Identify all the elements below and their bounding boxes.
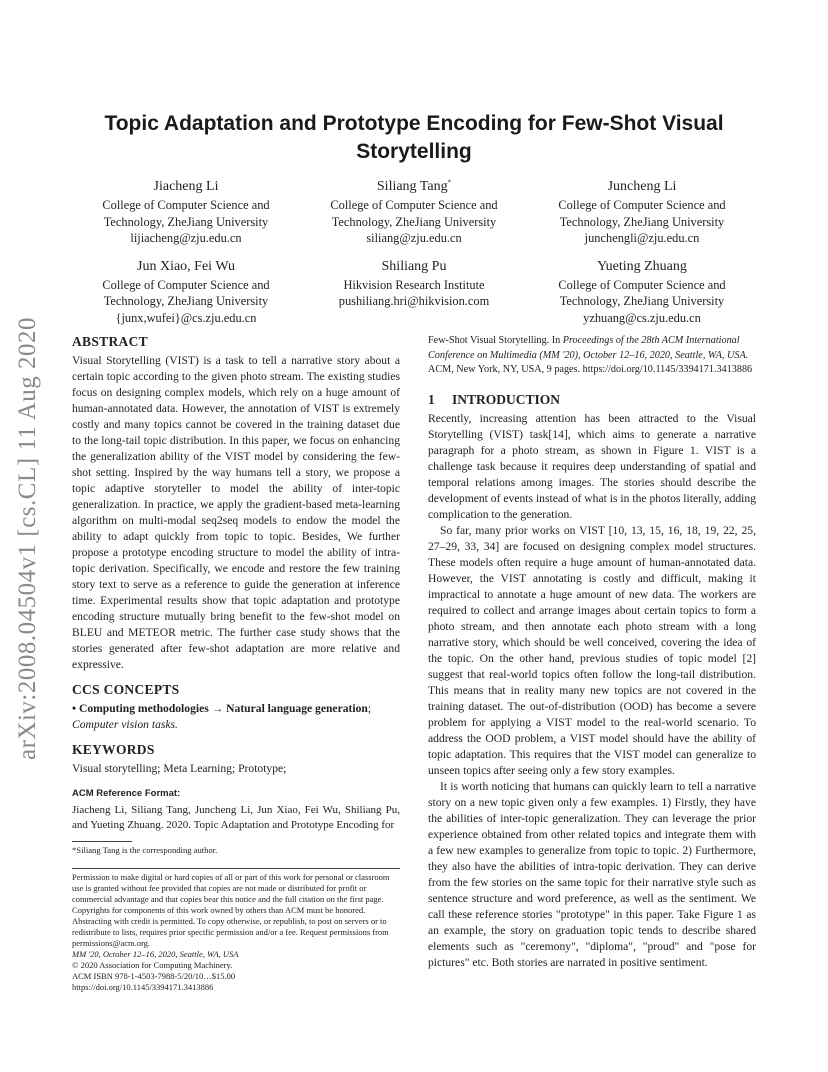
author-card — [300, 178, 528, 247]
author-name: Shiliang Pu — [381, 258, 447, 274]
author-name: Jiacheng Li — [153, 179, 219, 194]
author-email: yzhuang@cs.zju.edu.cn — [583, 310, 701, 325]
keywords-heading: KEYWORDS — [72, 742, 155, 757]
author-card — [72, 178, 300, 247]
author-card — [300, 258, 528, 327]
author-email: pushiliang.hri@hikvision.com — [338, 294, 490, 308]
author-card — [528, 178, 756, 247]
ccs-concepts-line — [72, 701, 400, 733]
introduction-heading — [428, 392, 756, 408]
reference-suffix: ACM, New York, NY, USA, 9 pages. https://doi.org/10.1145/3394171.3413886 — [428, 364, 753, 375]
author-card — [72, 258, 300, 327]
acm-reference-text: Jiacheng Li, Siliang Tang, Juncheng Li, Jun Xiao, Fei Wu, Shiliang Pu, and Yueting Zhuang. 2020. Topic Adaptation and Prototype Encoding for — [72, 804, 400, 831]
author-affiliation: Technology, ZheJiang University — [331, 214, 497, 229]
ccs-separator: ; — [367, 702, 372, 715]
author-name: Jun Xiao, Fei Wu — [137, 258, 235, 274]
footnote-rule — [72, 841, 132, 842]
author-email: junchengli@zju.edu.cn — [584, 231, 700, 245]
author-affiliation: Technology, ZheJiang University — [559, 294, 725, 308]
author-name: Siliang Tang — [376, 179, 448, 194]
conference-venue: MM '20, October 12–16, 2020, Seattle, WA, USA — [72, 949, 239, 959]
section-number: 1 — [428, 391, 435, 407]
ccs-primary-concept: • Computing methodologies → Natural language generation — [72, 702, 368, 715]
author-name: Yueting Zhuang — [597, 258, 687, 274]
author-affiliation: Technology, ZheJiang University — [559, 214, 725, 229]
ccs-secondary-concept: Computer vision tasks. — [72, 718, 178, 731]
arxiv-identifier-stamp: arXiv:2008.04504v1 [cs.CL] 11 Aug 2020 — [14, 316, 41, 760]
section-title: INTRODUCTION — [452, 391, 561, 407]
abstract-text: Visual Storytelling (VIST) is a task to tell a narrative story about a certain topic according to the given photo stream. The existing studies focus on designing complex models, which rely on a huge amount of human-annotated data. However, the annotation of VIST is extremely costly and many topics cannot be covered in the training dataset due to the long-tail topic distribution. In this paper, we focus on enhancing the generalization ability of the VIST model by considering the few-shot setting. Inspired by the way humans tell a story, we propose a topic adaptive storyteller to model the ability of inter-topic generalization. In practice, we apply the gradient-based meta-learning algorithm on multi-modal seq2seq models to endow the model the ability to adapt quickly from topic to topic. Besides, We further propose a prototype encoding structure to model the ability of intra-topic derivation. Specifically, we encode and restore the few training story text to serve as a reference to guide the generation at inference time. Experimental results show that topic adaptation and prototype encoding structure mutually bring benefit to the few-shot model on BLEU and METEOR metric. The further case study shows that the stories generated after few-shot adaptation are more relative and expressive. — [72, 354, 400, 671]
corresponding-author-mark: * — [447, 178, 452, 187]
intro-paragraph-3: It is worth noticing that humans can quickly learn to tell a narrative story on a new topic given only a few examples. 1) Firstly, they have the abilities of inter-topic generalization. They can leverage the prior experience obtained from other related topics and integrate them with a few new examples to generalize from topic to topic. 2) Furthermore, they also have the abilities of intra-topic derivation. They can derive from the few stories on the same topic for their narrative style such as sentence structure and word preference, as well as the sentiment. We call these reference stories "prototype" in this paper. Take Figure 1 as an example, the story on graduation topic tends to describe shared elements such as "ceremony", "diploma", "proud" and "pose for pictures" etc. Both stories are narrated in positive sentiment. — [428, 779, 756, 969]
reference-prefix: Few-Shot Visual Storytelling. In — [428, 335, 563, 346]
author-email: {junx,wufei}@cs.zju.edu.cn — [115, 310, 257, 325]
author-affiliation: Technology, ZheJiang University — [103, 214, 269, 229]
copyright-line: © 2020 Association for Computing Machinery. — [72, 960, 233, 970]
author-email: siliang@zju.edu.cn — [366, 231, 462, 245]
corresponding-author-footnote: *Siliang Tang is the corresponding author. — [72, 845, 218, 855]
paper-title: Topic Adaptation and Prototype Encoding for Few-Shot Visual Storytelling — [104, 112, 724, 163]
author-affiliation: College of Computer Science and — [102, 277, 270, 292]
right-column — [428, 334, 756, 971]
author-affiliation: College of Computer Science and — [558, 198, 726, 212]
keywords-section — [72, 742, 400, 777]
author-affiliation: College of Computer Science and — [102, 198, 270, 212]
author-affiliation: College of Computer Science and — [558, 277, 726, 292]
author-row-2 — [72, 258, 756, 327]
permission-text: Permission to make digital or hard copies of all or part of this work for personal or classroom use is granted without fee provided that copies are not made or distributed for profit or commercial advantage and that copies bear this notice and the full citation on the first page. Copyrights for components of this work owned by others than ACM must be honored. Abstracting with credit is permitted. To copy otherwise, or republish, to post on servers or to redistribute to lists, requires prior specific permission and/or a fee. Request permissions from permissions@acm.org. — [72, 872, 390, 948]
abstract-section — [72, 334, 400, 673]
reference-proceedings: Proceedings of the 28th ACM International Conference on Multimedia (MM '20), October 12–16, 2020, Seattle, WA, USA. — [428, 335, 749, 361]
author-row-1 — [72, 178, 756, 247]
ccs-heading: CCS CONCEPTS — [72, 682, 180, 697]
permission-rule — [72, 868, 400, 869]
author-email: lijiacheng@zju.edu.cn — [130, 231, 242, 245]
intro-paragraph-2: So far, many prior works on VIST [10, 13, 15, 16, 18, 19, 22, 25, 27–29, 33, 34] are focused on designing complex model structures. These models often require a huge amount of human-annotated data. However, the VIST annotating is costly and difficult, making it impractical to annotate a huge amount of new data. The workers are required to collect and arrange images about certain topics to form a photo stream, and then annotate each photo stream with a long narrative story, which should be well conceived, covering the idea of the topic. On the other hand, previous studies of topic model [2] suggest that real-world topics often follow the long-tail distribution. This means that in reality many new topics are not covered in the training dataset. The out-of-distribution (OOD) has become a severe problem for applying a VIST model to the real-world scenario. To address the OOD problem, a VIST model should have the ability of topic adaptation. This requires that the VIST model can generalize to unseen topics after seeing only a few story examples. — [428, 523, 756, 777]
doi-link[interactable]: https://doi.org/10.1145/3394171.3413886 — [72, 982, 214, 992]
intro-paragraph-1: Recently, increasing attention has been attracted to the Visual Storytelling (VIST) task[14], which aims to generate a narrative paragraph for a photo stream, as shown in Figure 1. VIST is a challenge task because it requires deep understanding of spatial and temporal relations among images. The stories should describe the development of events instead of what is in the photos literally, adding complication to the generation. — [428, 411, 756, 521]
author-affiliation: Technology, ZheJiang University — [103, 294, 269, 308]
reference-continuation — [428, 334, 756, 378]
author-name-wrapper — [300, 178, 528, 196]
permission-block — [72, 872, 400, 993]
author-affiliation: College of Computer Science and — [330, 198, 498, 212]
abstract-heading: ABSTRACT — [72, 334, 148, 349]
left-column — [72, 334, 400, 993]
author-name: Juncheng Li — [607, 179, 677, 194]
ccs-section — [72, 682, 400, 733]
author-card — [528, 258, 756, 327]
author-block — [72, 178, 756, 337]
isbn-line: ACM ISBN 978-1-4503-7988-5/20/10…$15.00 — [72, 971, 236, 981]
author-affiliation: Hikvision Research Institute — [343, 277, 485, 292]
acm-reference-heading: ACM Reference Format: — [72, 788, 181, 799]
keywords-text: Visual storytelling; Meta Learning; Prototype; — [72, 762, 287, 775]
